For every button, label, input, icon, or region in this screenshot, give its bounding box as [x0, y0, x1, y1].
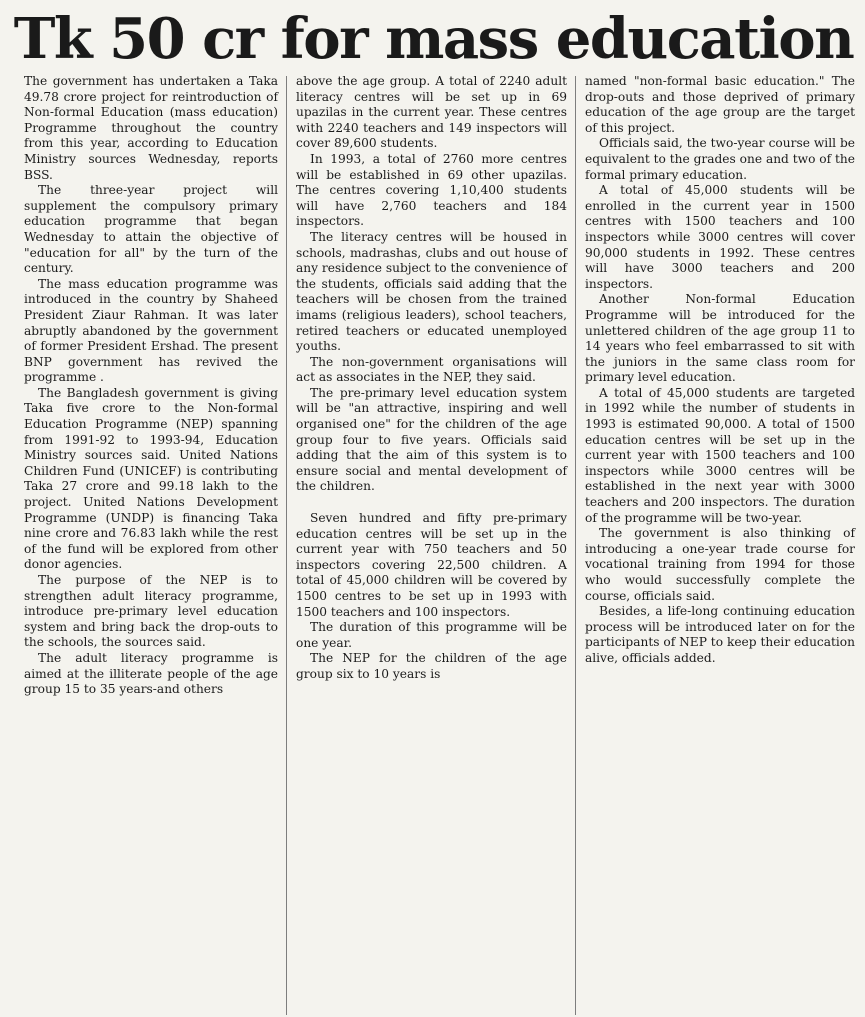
article-column-3 — [575, 72, 859, 1017]
paragraph: The pre-primary level education system will be "an attractive, inspiring and well organised one" for the children of the age group four to five years. Officials said adding that the aim of this system is to ensure social and mental development of the children. — [296, 385, 567, 494]
article-column-1 — [8, 72, 286, 1017]
paragraph: Officials said, the two-year course will be equivalent to the grades one and two of the formal primary education. — [585, 136, 855, 182]
paragraph: The NEP for the children of the age group six to 10 years is — [296, 651, 567, 681]
paragraph: A total of 45,000 students will be enrolled in the current year in 1500 centres with 1500 teachers and 100 inspectors while 3000 centres will cover 90,000 students in 1992. These centres will have 3000 teachers and 200 inspectors. — [585, 183, 855, 291]
paragraph: The purpose of the NEP is to strengthen adult literacy programme, introduce pre-primary level education system and bring back the drop-outs to the schools, the sources said. — [24, 573, 278, 650]
paragraph: The duration of this programme will be one year. — [296, 620, 567, 650]
paragraph: A total of 45,000 students are targeted in 1992 while the number of students in 1993 is estimated 90,000. A total of 1500 education centres will be set up in the current year with 1500 teachers and 100 inspectors while 3000 centres will be established in the next year with 3000 teachers and 200 inspectors. The duration of the programme will be two-year. — [585, 385, 855, 525]
paragraph: The three-year project will supplement the compulsory primary education programme that began Wednesday to attain the objective of "education for all" by the turn of the century. — [24, 183, 278, 276]
paragraph: The adult literacy programme is aimed at the illiterate people of the age group 15 to 35 years-and others — [24, 650, 278, 697]
paragraph: Seven hundred and fifty pre-primary education centres will be set up in the current year with 750 teachers and 50 inspectors covering 22,500 children. A total of 45,000 children will be covered by 1500 centres to be set up in 1993 with 1500 teachers and 100 inspectors. — [296, 511, 567, 619]
paragraph: Besides, a life-long continuing education process will be introduced later on for the participants of NEP to keep their education alive, officials added. — [585, 604, 855, 665]
paragraph: named "non-formal basic education." The drop-outs and those deprived of primary education of the age group are the target of this project. — [585, 74, 855, 135]
paragraph: The literacy centres will be housed in schools, madrashas, clubs and out house of any residence subject to the convenience of the students, officials said adding that the teachers will be chosen from the trained imams (religious leaders), school teachers, retired teachers or educated unemployed youths. — [296, 229, 567, 354]
paragraph: The government is also thinking of introducing a one-year trade course for vocational training from 1994 for those who would successfully complete the course, officials said. — [585, 526, 855, 603]
paragraph: The mass education programme was introduced in the country by Shaheed President Ziaur Rahman. It was later abruptly abandoned by the government of former President Ershad. The present BNP government has revived the programme . — [24, 276, 278, 385]
article-column-2 — [286, 72, 575, 1017]
paragraph: The non-government organisations will act as associates in the NEP, they said. — [296, 354, 567, 385]
paragraph: above the age group. A total of 2240 adult literacy centres will be set up in 69 upazilas in the current year. These centres with 2240 teachers and 149 inspectors will cover 89,600 students. — [296, 74, 567, 151]
paragraph: Another Non-formal Education Programme will be introduced for the unlettered children of the age group 11 to 14 years who feel embarrassed to sit with the juniors in the same class room for primary level education. — [585, 292, 855, 385]
paragraph: The government has undertaken a Taka 49.78 crore project for reintroduction of Non-formal Education (mass education) Programme throughout the country from this year, according to Education Ministry sources Wednesday, reports BSS. — [24, 74, 278, 182]
paragraph: In 1993, a total of 2760 more centres will be established in 69 other upazilas. The centres covering 1,10,400 students will have 2,760 teachers and 184 inspectors. — [296, 151, 567, 229]
article-body — [8, 72, 859, 1017]
paragraph: The Bangladesh government is giving Taka five crore to the Non-formal Education Programme (NEP) spanning from 1991-92 to 1993-94, Education Ministry sources said. United Nations Children Fund (UNICEF) is contributing Taka 27 crore and 99.18 lakh to the project. United Nations Development Programme (UNDP) is financing Taka nine crore and 76.83 lakh while the rest of the fund will be explored from other donor agencies. — [24, 385, 278, 572]
headline: Tk 50 cr for mass education — [13, 6, 854, 72]
